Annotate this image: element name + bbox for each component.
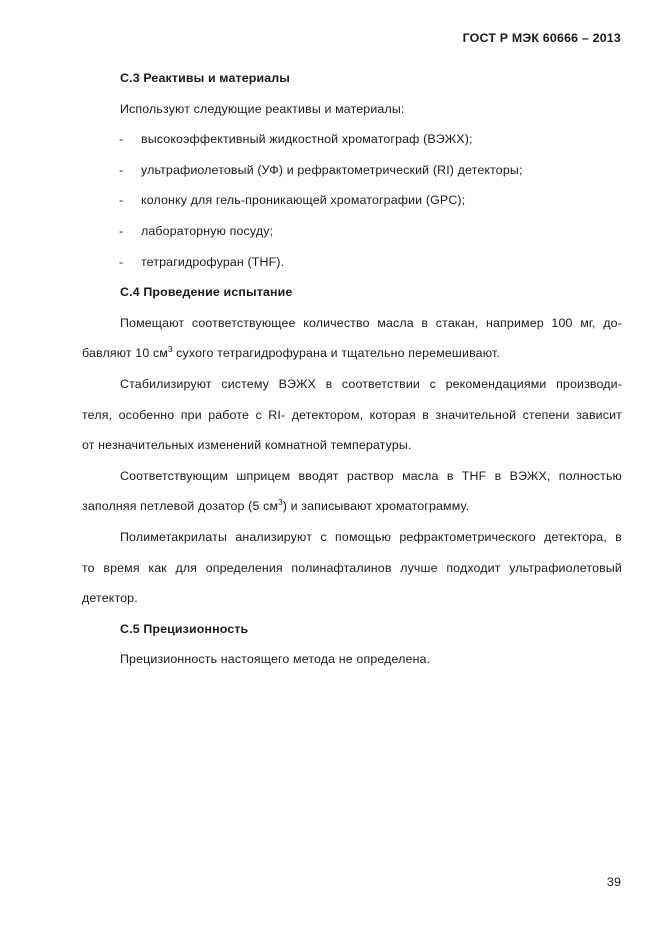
text-fragment: сухого тетрагидрофурана и тщательно перемешивают. <box>172 346 500 361</box>
section-c5-heading: С.5 Прецизионность <box>120 621 249 636</box>
list-dash: - <box>119 223 124 238</box>
list-item <box>82 216 622 247</box>
paragraph-line <box>82 491 622 522</box>
list-dash: - <box>119 162 124 177</box>
list-item <box>82 185 622 216</box>
page-number: 39 <box>606 875 621 889</box>
text-fragment: ) и записывают хроматограмму. <box>282 499 470 514</box>
paragraph-line: теля, особенно при работе с RI- детектором, которая в значительной степени зависит <box>82 407 622 422</box>
section-c5-text: Прецизионность настоящего метода не определена. <box>120 652 431 667</box>
list-item-text: колонку для гель-проникающей хроматографии (GPC); <box>141 193 466 208</box>
list-dash: - <box>119 193 124 208</box>
document-header: ГОСТ Р МЭК 60666 – 2013 <box>462 31 621 45</box>
paragraph-line: детектор. <box>82 591 138 606</box>
paragraph-line: то время как для определения полинафталинов лучше подходит ультрафиолетовый <box>82 560 622 575</box>
document-body <box>82 63 622 675</box>
paragraph-line: Соответствующим шприцем вводят раствор масла в THF в ВЭЖХ, полностью <box>120 468 622 483</box>
list-item <box>82 155 622 186</box>
paragraph-line: Помещают соответствующее количество масла в стакан, например 100 мг, до- <box>120 315 622 330</box>
superscript: 3 <box>278 498 283 508</box>
list-item <box>82 247 622 278</box>
paragraph-line <box>82 338 622 369</box>
list-dash: - <box>119 254 124 269</box>
text-fragment: бавляют 10 см <box>82 346 168 361</box>
paragraph-line: от незначительных изменений комнатной температуры. <box>82 438 412 453</box>
section-c4-heading: С.4 Проведение испытание <box>120 285 293 300</box>
text-fragment: заполняя петлевой дозатор (5 см <box>82 499 279 514</box>
list-item-text: тетрагидрофуран (THF). <box>141 254 285 269</box>
list-item-text: высокоэффективный жидкостной хроматограф (ВЭЖХ); <box>141 132 473 147</box>
list-item <box>82 124 622 155</box>
list-item-text: лабораторную посуду; <box>141 223 274 238</box>
list-item-text: ультрафиолетовый (УФ) и рефрактометрический (RI) детекторы; <box>141 162 523 177</box>
list-dash: - <box>119 132 124 147</box>
superscript: 3 <box>167 345 173 355</box>
paragraph-line: Стабилизируют систему ВЭЖХ в соответствии с рекомендациями производи- <box>120 376 622 391</box>
paragraph-line: Полиметакрилаты анализируют с помощью рефрактометрического детектора, в <box>120 529 622 544</box>
section-c3-intro: Используют следующие реактивы и материалы: <box>120 101 405 116</box>
section-c3-heading: С.3 Реактивы и материалы <box>120 71 291 85</box>
